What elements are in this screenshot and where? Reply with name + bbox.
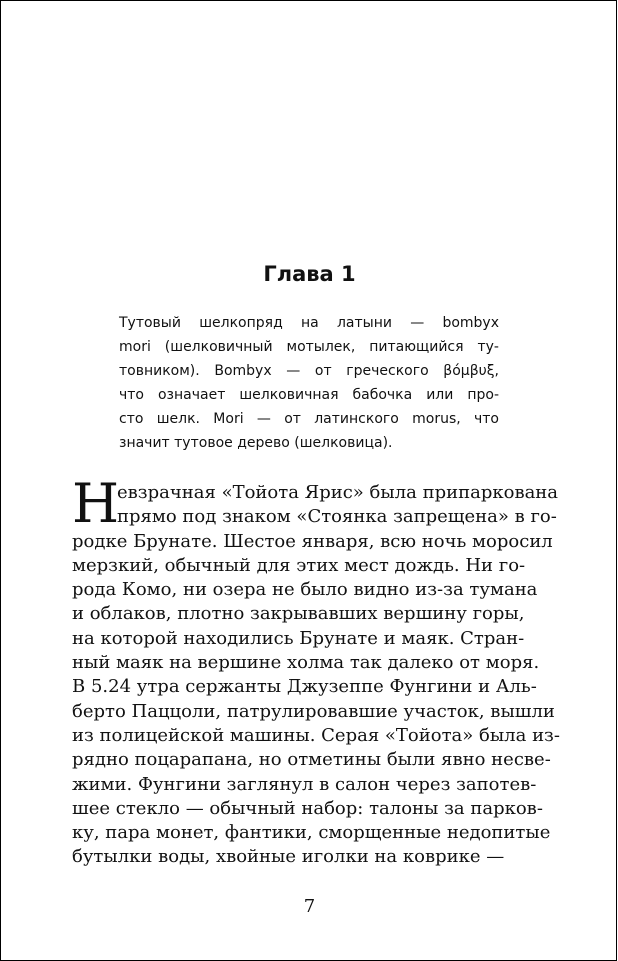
body-line: жими. Фунгини заглянул в салон через запотев-: [72, 773, 537, 795]
page-number: 7: [303, 896, 316, 917]
epigraph-line: Тутовый шелкопряд на латыни — bombyx: [119, 315, 499, 331]
drop-cap: Н: [72, 472, 120, 535]
body-line: ный маяк на вершине холма так далеко от моря.: [72, 652, 540, 674]
body-line: на которой находились Брунате и маяк. Стран-: [72, 627, 525, 649]
body-line: из полицейской машины. Серая «Тойота» была из-: [72, 724, 560, 746]
body-line: берто Паццоли, патрулировавшие участок, вышли: [72, 700, 555, 722]
body-text: [72, 472, 560, 870]
body-line: родке Брунате. Шестое января, всю ночь моросил: [72, 530, 553, 552]
epigraph-line: товником). Bombyx — от греческого βόμβυξ,: [119, 363, 499, 379]
epigraph: [119, 311, 499, 455]
chapter-title: Глава 1: [263, 262, 356, 286]
epigraph-line: значит тутовое дерево (шелковица).: [119, 435, 393, 451]
body-line: ку, пара монет, фантики, сморщенные недопитые: [72, 822, 551, 844]
body-line: мерзкий, обычный для этих мест дождь. Ни го-: [72, 554, 526, 576]
epigraph-line: mori (шелковичный мотылек, питающийся ту-: [119, 339, 499, 355]
epigraph-line: сто шелк. Mori — от латинского morus, что: [119, 411, 499, 427]
body-line: бутылки воды, хвойные иголки на коврике —: [72, 846, 505, 868]
body-line: рода Комо, ни озера не было видно из-за тумана: [72, 579, 538, 601]
body-line: евзрачная «Тойота Ярис» была припаркована: [117, 482, 559, 503]
body-line: В 5.24 утра сержанты Джузеппе Фунгини и Аль-: [72, 676, 537, 698]
body-line: рядно поцарапана, но отметины были явно несве-: [72, 749, 551, 771]
body-line: и облаков, плотно закрывавших вершину горы,: [72, 603, 525, 625]
body-line: шее стекло — обычный набор: талоны за парков-: [72, 797, 543, 819]
epigraph-line: что означает шелковичная бабочка или про-: [119, 387, 499, 403]
body-line: прямо под знаком «Стоянка запрещена» в го-: [117, 506, 557, 528]
